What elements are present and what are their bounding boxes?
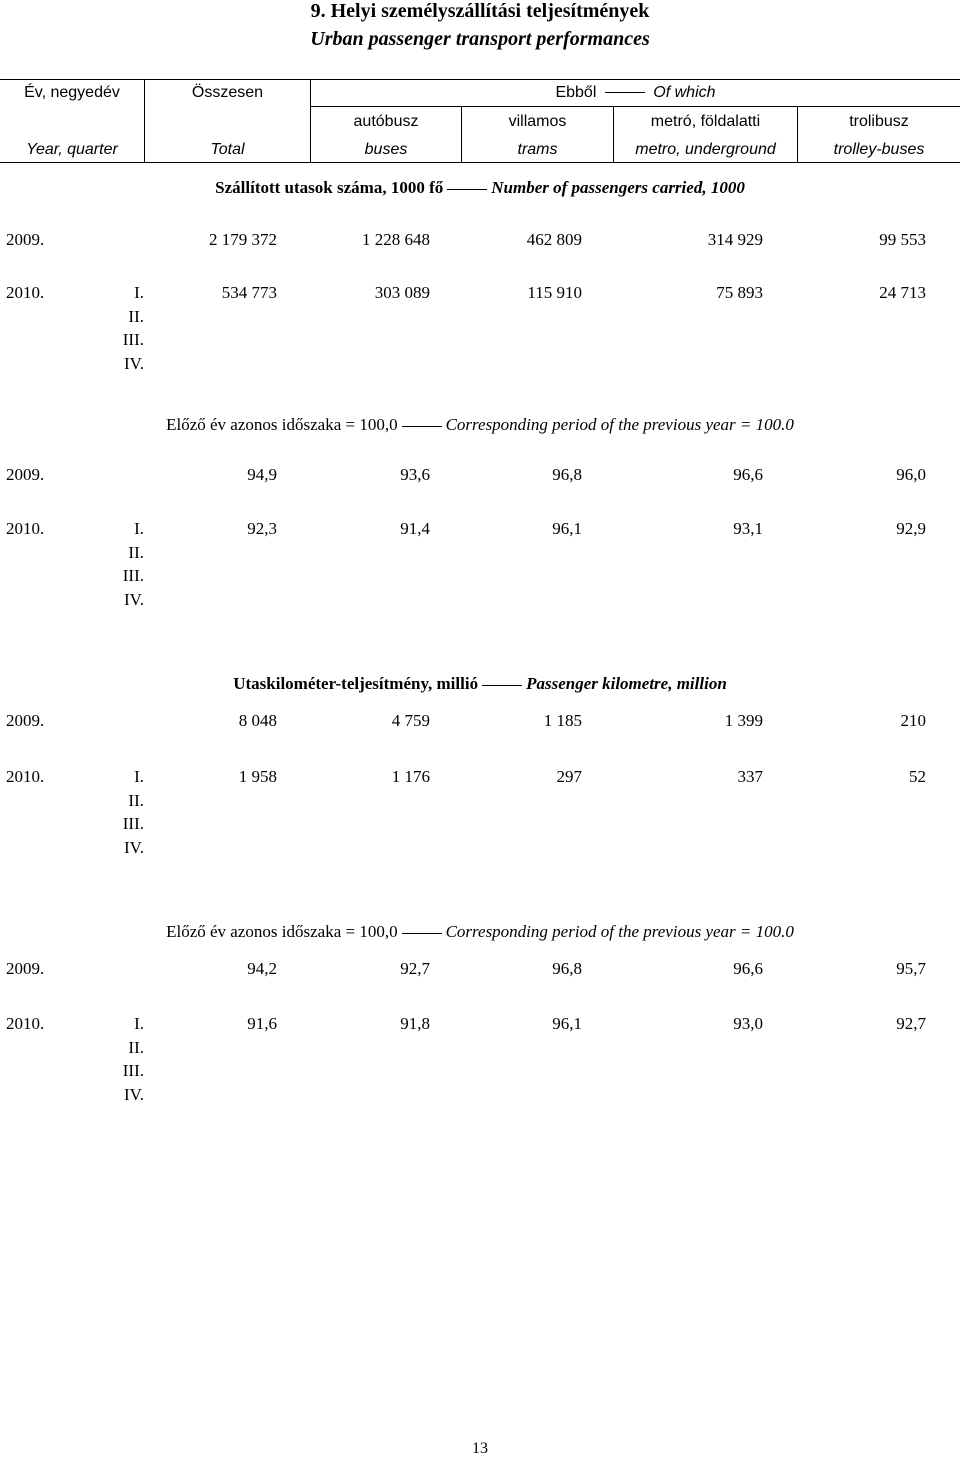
row-label-2010: 2010. (6, 767, 45, 786)
table-cell: 52 (909, 767, 926, 786)
header-buses-en: buses (364, 141, 408, 158)
quarter-label: II. (128, 306, 144, 326)
table-cell: 96,6 (733, 465, 763, 484)
dash-separator (482, 685, 522, 686)
row-label-2009: 2009. (6, 959, 45, 978)
of-which-en: Of which (653, 84, 716, 101)
table-cell: 1 185 (543, 711, 582, 730)
table-cell: 99 553 (879, 230, 926, 249)
table-cell: 2 179 372 (209, 230, 277, 249)
quarter-label: III. (122, 814, 144, 833)
section-title-en: Number of passengers carried, 1000 (491, 178, 745, 197)
table-cell: 91,4 (400, 519, 430, 538)
dash-separator (402, 933, 442, 934)
table-cell: 210 (900, 711, 926, 730)
page-subtitle (0, 28, 960, 51)
header-year-en: Year, quarter (26, 141, 118, 158)
header-buses-hu: autóbusz (353, 113, 419, 130)
table-cell: 4 759 (391, 711, 430, 730)
table-cell: 91,8 (400, 1014, 430, 1033)
section-title-hu: Szállított utasok száma, 1000 fő (215, 178, 444, 197)
header-trams-en: trams (517, 141, 558, 158)
header-total-hu: Összesen (191, 84, 264, 101)
header-metro-en: metro, underground (635, 141, 776, 158)
of-which-hu: Ebből (555, 84, 597, 101)
table-cell: 94,9 (247, 465, 277, 484)
of-which-rule (310, 106, 960, 107)
table-cell: 462 809 (526, 230, 582, 249)
table-cell: 91,6 (247, 1014, 277, 1033)
quarter-label: II. (128, 542, 144, 562)
quarter-label: II. (128, 1037, 144, 1057)
row-label-2009: 2009. (6, 230, 45, 249)
row-label-2010: 2010. (6, 519, 45, 538)
table-cell: 75 893 (716, 283, 763, 302)
dash-separator (605, 92, 645, 93)
section-title-hu: Utaskilométer-teljesítmény, millió (233, 674, 479, 693)
row-label-2010: 2010. (6, 1014, 45, 1033)
table-cell: 96,0 (896, 465, 926, 484)
dash-separator (402, 426, 442, 427)
header-trams-hu: villamos (508, 113, 567, 130)
table-cell: 92,7 (896, 1014, 926, 1033)
table-cell: 92,3 (247, 519, 277, 538)
header-trolley-hu: trolibusz (849, 113, 909, 130)
dash-separator (447, 189, 487, 190)
table-cell: 303 089 (374, 283, 430, 302)
title-en: Urban passenger transport performances (310, 28, 650, 50)
table-cell: 24 713 (879, 283, 926, 302)
table-cell: 297 (556, 767, 582, 786)
table-cell: 337 (737, 767, 763, 786)
header-year-hu: Év, negyedév (24, 84, 120, 101)
section-title-hu: Előző év azonos időszaka = 100,0 (166, 415, 398, 434)
row-label-2009: 2009. (6, 711, 45, 730)
section-title-hu: Előző év azonos időszaka = 100,0 (166, 922, 398, 941)
header-total-en: Total (210, 141, 245, 158)
section-title-en: Corresponding period of the previous year = 100.0 (445, 922, 794, 941)
table-cell: 1 958 (238, 767, 277, 786)
quarter-label: I. (134, 283, 144, 302)
page-number: 13 (472, 1440, 488, 1457)
table-cell: 96,6 (733, 959, 763, 978)
quarter-label: I. (134, 1014, 144, 1033)
table-cell: 96,8 (552, 465, 582, 484)
quarter-label: I. (134, 767, 144, 786)
table-cell: 93,1 (733, 519, 763, 538)
table-cell: 96,1 (552, 519, 582, 538)
row-label-2009: 2009. (6, 465, 45, 484)
quarter-label: III. (122, 566, 144, 585)
table-cell: 1 399 (724, 711, 763, 730)
section-title (0, 415, 960, 435)
row-label-2010: 2010. (6, 283, 45, 302)
table-cell: 1 176 (391, 767, 430, 786)
header-metro-hu: metró, földalatti (650, 113, 761, 130)
table-cell: 93,0 (733, 1014, 763, 1033)
quarter-label: IV. (124, 589, 144, 609)
quarter-label: IV. (124, 1084, 144, 1104)
section-title-en: Corresponding period of the previous year = 100.0 (445, 415, 794, 434)
table-cell: 534 773 (221, 283, 277, 302)
section-title (0, 674, 960, 694)
section-title (0, 178, 960, 198)
header-of-which (311, 84, 960, 102)
section-title (0, 922, 960, 942)
table-cell: 8 048 (238, 711, 277, 730)
quarter-label: III. (122, 1061, 144, 1080)
quarter-label: III. (122, 330, 144, 349)
table-cell: 96,1 (552, 1014, 582, 1033)
table-cell: 314 929 (707, 230, 763, 249)
header-trolley-en: trolley-buses (833, 141, 925, 158)
table-cell: 1 228 648 (362, 230, 430, 249)
table-cell: 94,2 (247, 959, 277, 978)
table-cell: 115 910 (527, 283, 582, 302)
quarter-label: I. (134, 519, 144, 538)
title-hu: 9. Helyi személyszállítási teljesítmények (310, 0, 650, 22)
table-cell: 96,8 (552, 959, 582, 978)
table-cell: 95,7 (896, 959, 926, 978)
quarter-label: IV. (124, 837, 144, 857)
section-title-en: Passenger kilometre, million (526, 674, 727, 693)
quarter-label: II. (128, 790, 144, 810)
table-cell: 92,9 (896, 519, 926, 538)
table-cell: 93,6 (400, 465, 430, 484)
table-cell: 92,7 (400, 959, 430, 978)
quarter-label: IV. (124, 353, 144, 373)
page-title (0, 0, 960, 23)
